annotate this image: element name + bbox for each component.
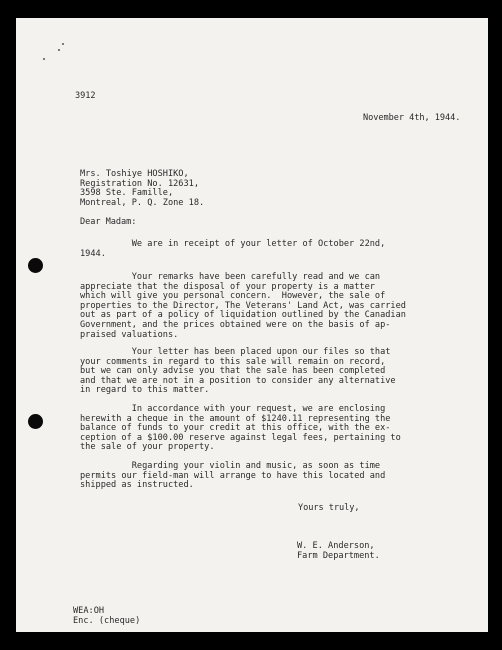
paragraph-line: permits our field-man will arrange to have this located and	[80, 470, 386, 481]
closing: Yours truly,	[298, 503, 360, 513]
paragraph-line: praised valuations.	[80, 329, 179, 340]
paragraph-line: the sale of your property.	[80, 442, 215, 453]
file-number: 3912	[75, 91, 96, 101]
paragraph-line: Your remarks have been carefully read and we can	[80, 272, 381, 282]
paragraph-line: We are in receipt of your letter of October 22nd,	[80, 239, 386, 249]
paragraph-line: herewith a cheque in the amount of $1240.11 representing the	[80, 413, 391, 424]
paragraph-line: balance of funds to your credit at this office, with the ex-	[80, 423, 391, 434]
paragraph-line: Government, and the prices obtained were on the basis of ap-	[80, 319, 391, 330]
letter-date: November 4th, 1944.	[363, 113, 461, 123]
address-line: 3598 Ste. Famille,	[80, 188, 174, 199]
reference-block	[73, 607, 140, 626]
recipient-address	[80, 170, 204, 208]
enclosure-note: Enc. (cheque)	[73, 615, 141, 626]
paragraph-violin	[80, 462, 385, 491]
paragraph-line: but we can only advise you that the sale has been completed	[80, 366, 386, 377]
paragraph-remarks	[80, 273, 406, 340]
address-line: Mrs. Toshiye HOSHIKO,	[80, 169, 189, 179]
paragraph-line: in regard to this matter.	[80, 385, 210, 396]
paragraph-cheque	[80, 405, 401, 453]
signature-block	[297, 542, 380, 561]
paragraph-line: which will give you personal concern. However, the sale of	[80, 291, 386, 302]
paper-speck	[58, 49, 60, 51]
address-line: Registration No. 12631,	[80, 178, 199, 189]
paragraph-receipt	[80, 240, 385, 259]
signature-department: Farm Department.	[297, 550, 380, 561]
letter-page	[16, 18, 488, 632]
reference-initials: WEA:OH	[73, 606, 105, 616]
punch-hole-upper	[28, 258, 43, 273]
paragraph-line: Regarding your violin and music, as soon as time	[80, 461, 381, 471]
paper-speck	[43, 58, 45, 60]
address-line: Montreal, P. Q. Zone 18.	[80, 197, 205, 208]
paragraph-line: appreciate that the disposal of your property is a matter	[80, 281, 375, 292]
paragraph-line: 1944.	[80, 248, 106, 259]
paragraph-line: and that we are not in a position to consider any alternative	[80, 375, 396, 386]
paper-speck	[62, 43, 64, 45]
paragraph-line: ception of a $100.00 reserve against legal fees, pertaining to	[80, 432, 401, 443]
paragraph-line: properties to the Director, The Veterans' Land Act, was carried	[80, 300, 406, 311]
paragraph-line: Your letter has been placed upon our files so that	[80, 347, 391, 357]
signature-name: W. E. Anderson,	[297, 541, 375, 551]
paragraph-files	[80, 348, 396, 396]
punch-hole-lower	[28, 414, 43, 429]
paragraph-line: In accordance with your request, we are enclosing	[80, 404, 386, 414]
paragraph-line: out as part of a policy of liquidation outlined by the Canadian	[80, 310, 406, 321]
paragraph-line: your comments in regard to this sale will remain on record,	[80, 356, 386, 367]
paragraph-line: shipped as instructed.	[80, 480, 194, 491]
salutation: Dear Madam:	[80, 217, 137, 227]
